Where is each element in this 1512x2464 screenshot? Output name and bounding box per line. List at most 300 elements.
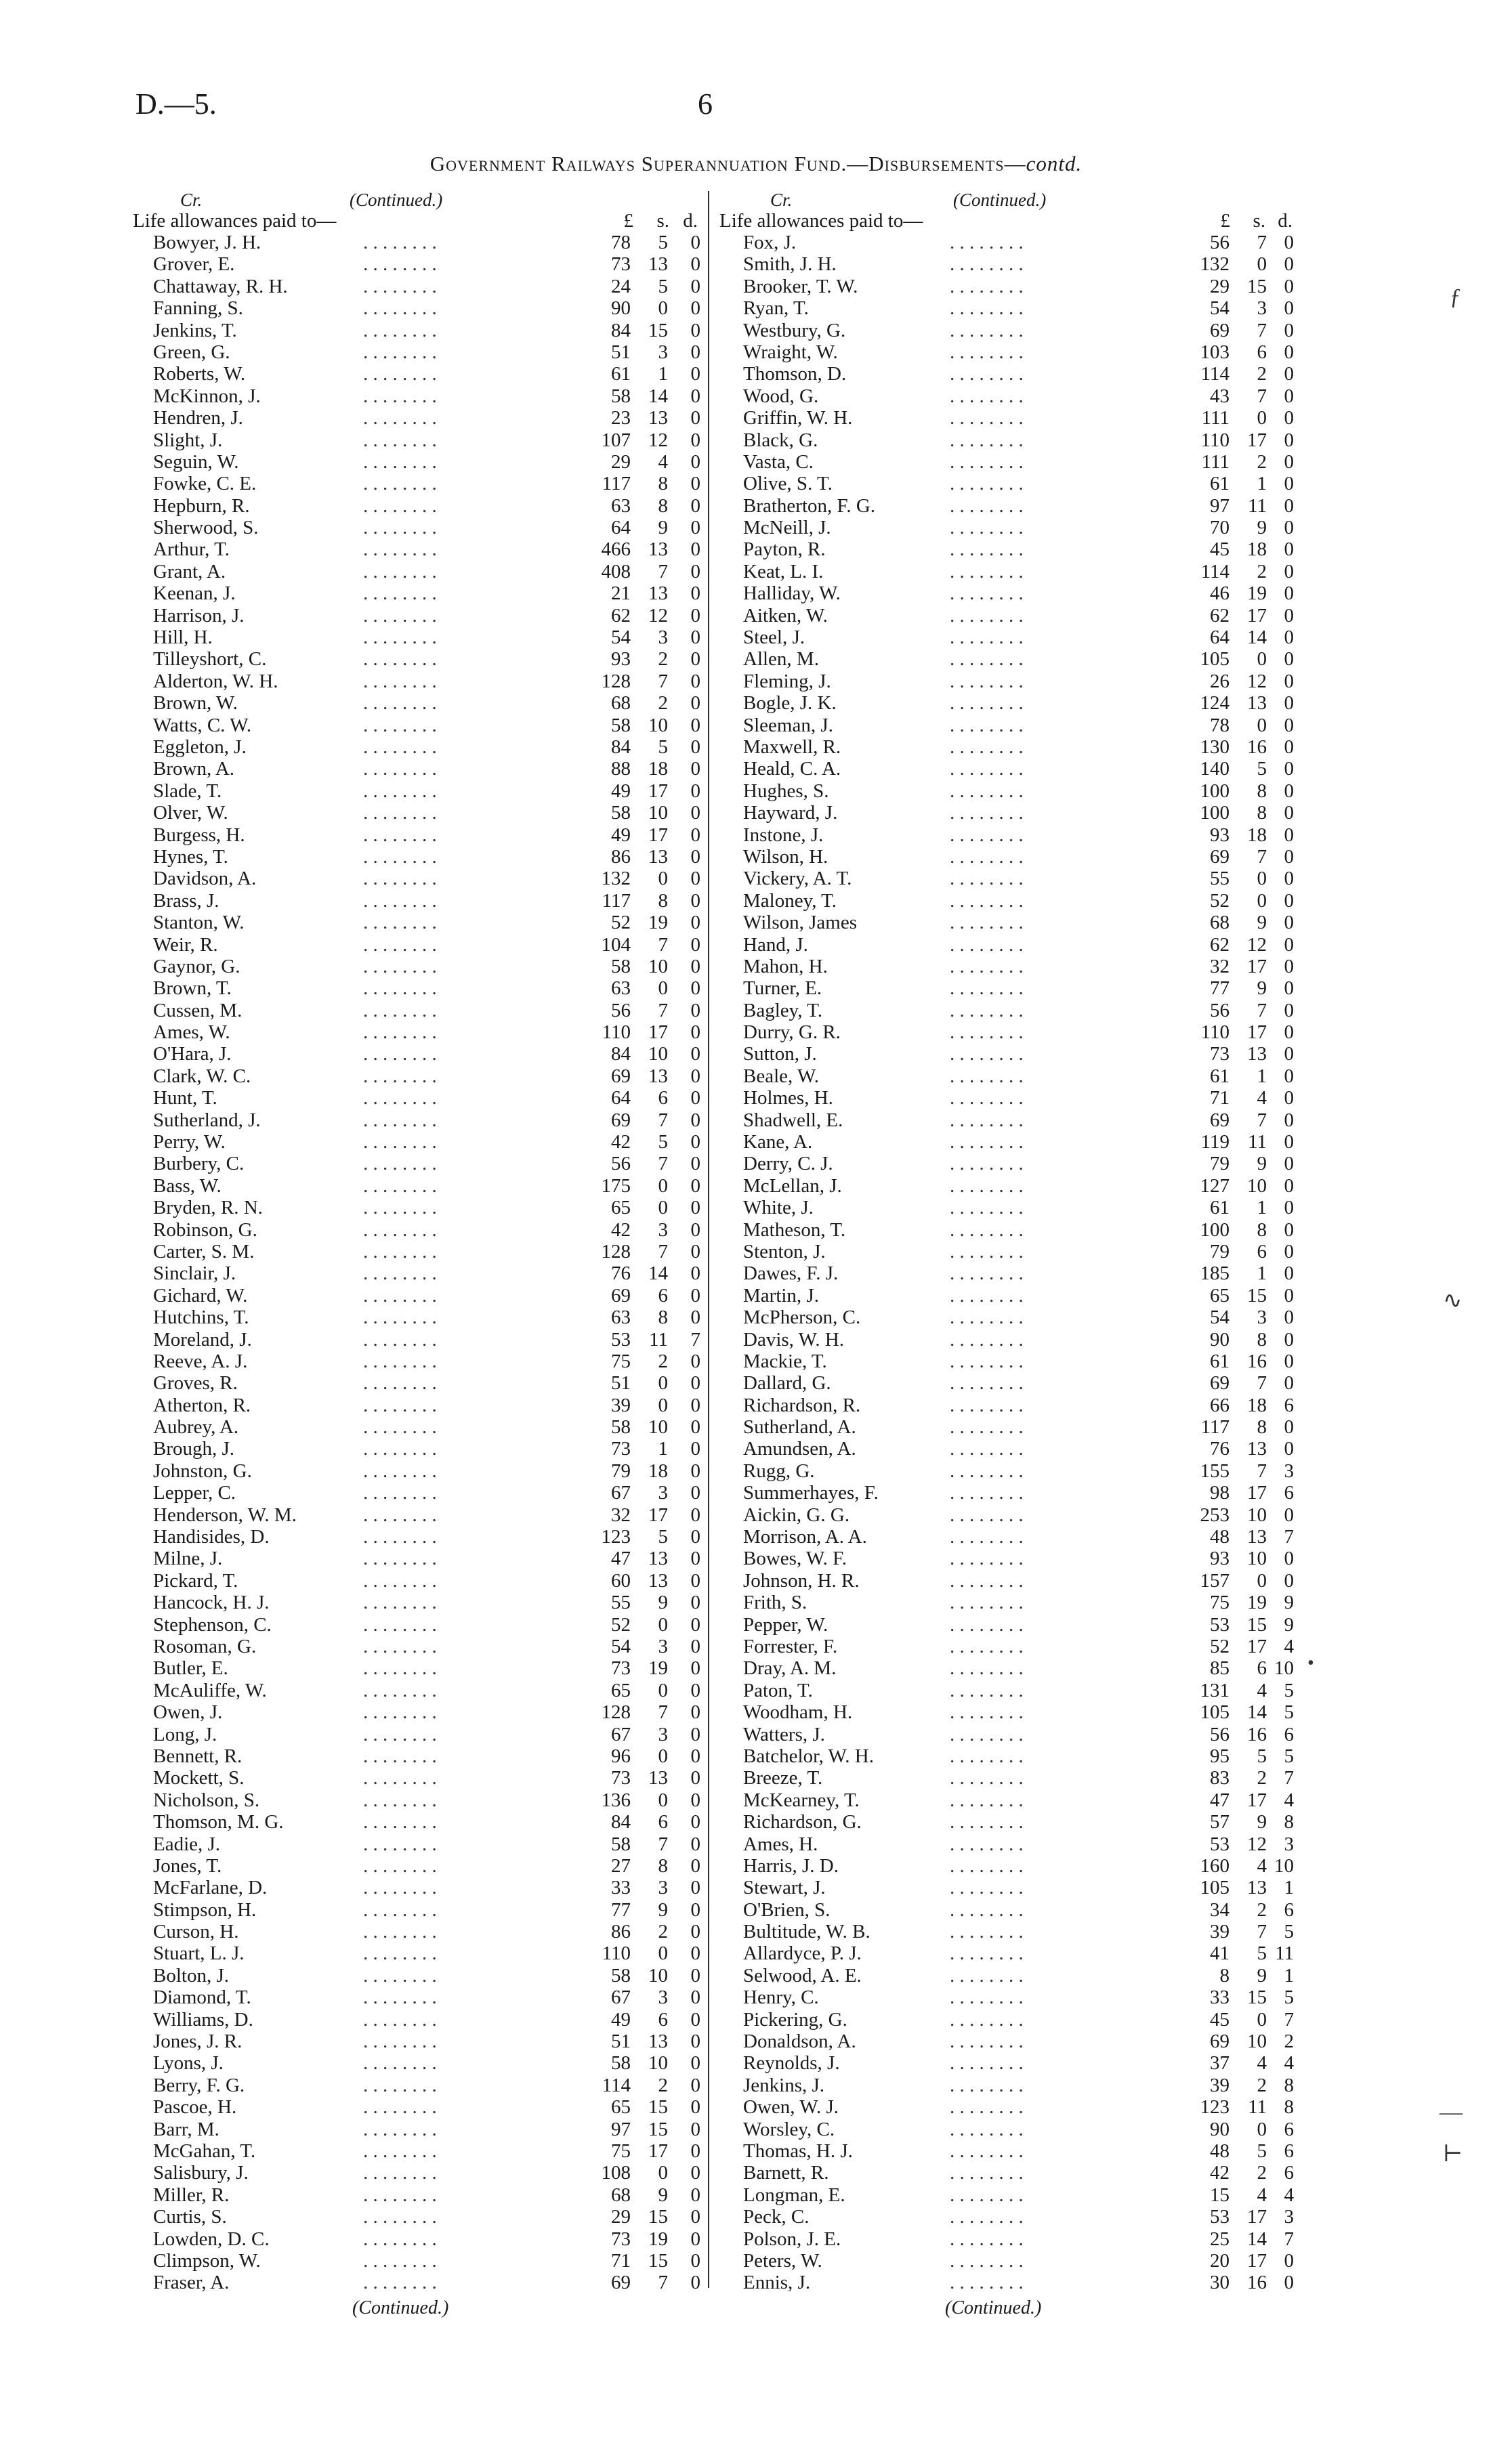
shillings-value: 5 <box>658 736 668 758</box>
leader-dots: . . . . . . . . <box>950 1592 1024 1614</box>
payee-name: Kane, A. <box>743 1131 813 1153</box>
payee-name: Seguin, W. <box>153 450 239 473</box>
payee-name: Curtis, S. <box>153 2206 227 2228</box>
table-row <box>133 1395 702 1416</box>
table-row <box>133 1109 702 1131</box>
table-row <box>719 2096 1294 2118</box>
table-row <box>719 1833 1294 1855</box>
pence-value: 7 <box>1284 2228 1294 2250</box>
shillings-value: 6 <box>1257 341 1267 363</box>
table-row <box>133 1021 702 1043</box>
margin-mark: ƒ <box>1450 284 1461 310</box>
pence-value: 0 <box>690 670 700 692</box>
pounds-value: 73 <box>611 2228 631 2250</box>
pence-value: 0 <box>690 1921 700 1943</box>
payee-name: McKinnon, J. <box>153 385 261 407</box>
pounds-value: 90 <box>1210 2118 1230 2140</box>
payee-name: Jones, J. R. <box>153 2031 243 2053</box>
table-row <box>133 1724 702 1745</box>
leader-dots: . . . . . . . . <box>363 319 437 341</box>
pence-value: 0 <box>690 1307 700 1329</box>
leader-dots: . . . . . . . . <box>363 253 437 276</box>
pence-value: 0 <box>1284 845 1294 868</box>
payee-name: Watts, C. W. <box>153 714 252 736</box>
shillings-value: 18 <box>648 1460 668 1482</box>
shillings-value: 8 <box>658 494 668 517</box>
pounds-value: 73 <box>611 1767 631 1789</box>
payee-name: Sherwood, S. <box>153 517 259 539</box>
pence-value: 0 <box>690 1548 700 1570</box>
shillings-value: 19 <box>1247 1592 1267 1614</box>
table-row <box>133 429 702 451</box>
pence-value: 0 <box>690 582 700 605</box>
pence-value: 7 <box>1284 1526 1294 1548</box>
pence-value: 0 <box>690 2206 700 2228</box>
table-row <box>133 1833 702 1855</box>
pence-value: 0 <box>690 1153 700 1175</box>
payee-name: Heald, C. A. <box>743 758 841 780</box>
pence-value: 0 <box>1284 648 1294 671</box>
shillings-value: 0 <box>1257 648 1267 671</box>
left-cr-label: Cr. <box>180 190 203 210</box>
table-row <box>133 1285 702 1307</box>
shillings-value: 19 <box>1247 582 1267 605</box>
table-row <box>133 692 702 714</box>
pounds-value: 77 <box>1210 977 1230 1000</box>
pounds-value: 71 <box>611 2249 631 2272</box>
leader-dots: . . . . . . . . <box>950 626 1024 649</box>
pounds-value: 110 <box>1200 1021 1230 1044</box>
table-row <box>719 802 1294 824</box>
table-row <box>133 671 702 692</box>
pence-value: 5 <box>1284 1987 1294 2009</box>
leader-dots: . . . . . . . . <box>950 1240 1024 1262</box>
left-pounds-header: £ <box>623 210 633 232</box>
payee-name: Hand, J. <box>743 933 808 956</box>
pounds-value: 83 <box>1210 1767 1230 1789</box>
table-row <box>719 934 1294 956</box>
leader-dots: . . . . . . . . <box>363 1723 437 1745</box>
pounds-value: 55 <box>611 1592 631 1614</box>
shillings-value: 0 <box>1257 889 1267 912</box>
margin-mark: ⊢ <box>1443 2142 1463 2167</box>
shillings-value: 14 <box>648 1262 668 1285</box>
leader-dots: . . . . . . . . <box>363 473 437 495</box>
pence-value: 4 <box>1284 1789 1294 1811</box>
pence-value: 6 <box>1284 2162 1294 2184</box>
leader-dots: . . . . . . . . <box>363 933 437 956</box>
left-cr-line <box>133 190 702 210</box>
pence-value: 0 <box>690 2031 700 2053</box>
table-row <box>719 2009 1294 2031</box>
pence-value: 0 <box>690 1262 700 1285</box>
table-row <box>133 1262 702 1284</box>
pence-value: 0 <box>1284 1087 1294 1109</box>
pence-value: 0 <box>1284 1548 1294 1570</box>
table-row <box>719 1285 1294 1307</box>
payee-name: Ennis, J. <box>743 2272 811 2294</box>
shillings-value: 7 <box>658 670 668 692</box>
shillings-value: 10 <box>648 1043 668 1065</box>
pence-value: 0 <box>690 517 700 539</box>
pence-value: 0 <box>1284 933 1294 956</box>
margin-mark: — <box>1440 2100 1463 2125</box>
table-row <box>719 956 1294 977</box>
payee-name: Eggleton, J. <box>153 736 247 758</box>
payee-name: McAuliffe, W. <box>153 1679 267 1701</box>
table-row <box>133 605 702 626</box>
payee-name: Grant, A. <box>153 560 226 582</box>
leader-dots: . . . . . . . . <box>363 714 437 736</box>
table-row <box>133 1965 702 1987</box>
payee-name: Brough, J. <box>153 1438 235 1460</box>
leader-dots: . . . . . . . . <box>363 912 437 934</box>
pounds-value: 175 <box>601 1174 631 1197</box>
pounds-value: 69 <box>1210 845 1230 868</box>
table-row <box>133 538 702 560</box>
payee-name: Morrison, A. A. <box>743 1526 867 1548</box>
leader-dots: . . . . . . . . <box>950 429 1024 451</box>
pence-value: 0 <box>690 1065 700 1087</box>
leader-dots: . . . . . . . . <box>950 824 1024 846</box>
payee-name: Keenan, J. <box>153 582 236 605</box>
pounds-value: 140 <box>1200 758 1230 780</box>
leader-dots: . . . . . . . . <box>363 2096 437 2119</box>
leader-dots: . . . . . . . . <box>950 1833 1024 1855</box>
shillings-value: 1 <box>1257 1262 1267 1285</box>
payee-name: Milne, J. <box>153 1548 223 1570</box>
shillings-value: 13 <box>1247 1043 1267 1065</box>
pounds-value: 58 <box>611 802 631 824</box>
payee-name: Carter, S. M. <box>153 1240 255 1262</box>
pounds-value: 73 <box>1210 1043 1230 1065</box>
pounds-value: 66 <box>1210 1394 1230 1416</box>
shillings-value: 14 <box>1247 626 1267 649</box>
shillings-value: 4 <box>658 450 668 473</box>
leader-dots: . . . . . . . . <box>950 1898 1024 1921</box>
payee-name: Polson, J. E. <box>743 2228 841 2250</box>
pence-value: 0 <box>1284 714 1294 736</box>
payee-name: Hynes, T. <box>153 845 228 868</box>
pence-value: 0 <box>690 1679 700 1701</box>
pence-value: 6 <box>1284 1394 1294 1416</box>
payee-name: Mockett, S. <box>153 1767 245 1789</box>
leader-dots: . . . . . . . . <box>950 1482 1024 1504</box>
right-continued-footer: (Continued.) <box>945 2297 1042 2318</box>
pounds-value: 25 <box>1210 2228 1230 2250</box>
pence-value: 0 <box>690 385 700 407</box>
pence-value: 0 <box>690 780 700 802</box>
pounds-value: 69 <box>1210 319 1230 341</box>
leader-dots: . . . . . . . . <box>950 889 1024 912</box>
pounds-value: 85 <box>1210 1657 1230 1680</box>
table-row <box>719 1767 1294 1789</box>
pounds-value: 51 <box>611 341 631 363</box>
leader-dots: . . . . . . . . <box>363 824 437 846</box>
pounds-value: 90 <box>1210 1328 1230 1351</box>
leader-dots: . . . . . . . . <box>363 1021 437 1044</box>
shillings-value: 17 <box>1247 2249 1267 2272</box>
shillings-value: 7 <box>658 1833 668 1855</box>
leader-dots: . . . . . . . . <box>363 2052 437 2075</box>
pounds-value: 58 <box>611 955 631 977</box>
pence-value: 0 <box>1284 429 1294 451</box>
payee-name: Harrison, J. <box>153 604 245 626</box>
table-row <box>719 626 1294 648</box>
pence-value: 2 <box>1284 2031 1294 2053</box>
table-row <box>719 1416 1294 1438</box>
pence-value: 6 <box>1284 2118 1294 2140</box>
pounds-value: 98 <box>1210 1482 1230 1504</box>
table-row <box>719 1724 1294 1745</box>
pence-value: 0 <box>690 473 700 495</box>
payee-name: Thomas, H. J. <box>743 2140 853 2162</box>
payee-name: Derry, C. J. <box>743 1153 833 1175</box>
table-row <box>133 1592 702 1613</box>
shillings-value: 18 <box>648 758 668 780</box>
leader-dots: . . . . . . . . <box>363 560 437 582</box>
pounds-value: 69 <box>611 1284 631 1307</box>
leader-dots: . . . . . . . . <box>950 1218 1024 1241</box>
leader-dots: . . . . . . . . <box>950 363 1024 385</box>
pence-value: 0 <box>1284 692 1294 715</box>
pence-value: 0 <box>1284 1262 1294 1285</box>
payee-name: Shadwell, E. <box>743 1109 843 1131</box>
pence-value: 0 <box>1284 1131 1294 1153</box>
leader-dots: . . . . . . . . <box>363 2162 437 2184</box>
pounds-value: 29 <box>611 2206 631 2228</box>
payee-name: Williams, D. <box>153 2008 253 2031</box>
pounds-value: 95 <box>1210 1745 1230 1767</box>
table-row <box>719 605 1294 626</box>
leader-dots: . . . . . . . . <box>363 1987 437 2009</box>
table-row <box>133 232 702 253</box>
shillings-value: 13 <box>648 1767 668 1789</box>
table-row <box>133 495 702 517</box>
payee-name: Maloney, T. <box>743 889 837 912</box>
leader-dots: . . . . . . . . <box>950 2074 1024 2096</box>
table-row <box>133 1482 702 1504</box>
pounds-value: 62 <box>611 604 631 626</box>
table-row <box>719 1899 1294 1921</box>
payee-name: McPherson, C. <box>743 1307 861 1329</box>
shillings-value: 18 <box>1247 538 1267 561</box>
shillings-value: 7 <box>658 1701 668 1724</box>
shillings-value: 3 <box>658 1723 668 1745</box>
shillings-value: 9 <box>1257 977 1267 1000</box>
pounds-value: 70 <box>1210 517 1230 539</box>
pence-value: 4 <box>1284 2052 1294 2075</box>
table-row <box>133 1855 702 1877</box>
payee-name: Butler, E. <box>153 1657 228 1680</box>
pence-value: 0 <box>690 2074 700 2096</box>
pence-value: 0 <box>1284 626 1294 649</box>
shillings-value: 11 <box>649 1328 668 1351</box>
table-row <box>719 385 1294 407</box>
pence-value: 0 <box>1284 1284 1294 1307</box>
shillings-value: 9 <box>658 517 668 539</box>
table-row <box>719 297 1294 319</box>
payee-name: Reynolds, J. <box>743 2052 840 2075</box>
payee-name: Owen, J. <box>153 1701 223 1724</box>
pence-value: 0 <box>690 1833 700 1855</box>
shillings-value: 3 <box>658 626 668 649</box>
payee-name: Dray, A. M. <box>743 1657 837 1680</box>
table-row <box>719 977 1294 999</box>
table-row <box>133 890 702 912</box>
table-row <box>719 1636 1294 1657</box>
pence-value: 0 <box>1284 2249 1294 2272</box>
leader-dots: . . . . . . . . <box>950 648 1024 671</box>
leader-dots: . . . . . . . . <box>363 1504 437 1526</box>
shillings-value: 2 <box>658 2074 668 2096</box>
pounds-value: 124 <box>1200 692 1230 715</box>
leader-dots: . . . . . . . . <box>950 999 1024 1021</box>
table-row <box>719 1197 1294 1218</box>
table-row <box>133 780 702 802</box>
table-row <box>133 1680 702 1701</box>
shillings-value: 17 <box>1247 604 1267 626</box>
shillings-value: 9 <box>1257 1811 1267 1833</box>
payee-name: Peck, C. <box>743 2206 810 2228</box>
table-row <box>719 320 1294 341</box>
pounds-value: 119 <box>1200 1131 1230 1153</box>
pounds-value: 62 <box>1210 933 1230 956</box>
payee-name: Robinson, G. <box>153 1218 257 1241</box>
table-row <box>133 1351 702 1372</box>
leader-dots: . . . . . . . . <box>950 1109 1024 1131</box>
shillings-value: 0 <box>1257 868 1267 890</box>
shillings-value: 0 <box>1257 714 1267 736</box>
table-row <box>719 232 1294 253</box>
payee-name: Bennett, R. <box>153 1745 243 1767</box>
payee-name: White, J. <box>743 1197 814 1219</box>
shillings-value: 2 <box>1257 1767 1267 1789</box>
pence-value: 0 <box>690 1021 700 1044</box>
pounds-value: 58 <box>611 714 631 736</box>
shillings-value: 0 <box>658 2162 668 2184</box>
payee-name: Barr, M. <box>153 2118 219 2140</box>
shillings-value: 13 <box>648 845 668 868</box>
pence-value: 9 <box>1284 1592 1294 1614</box>
payee-name: McFarlane, D. <box>153 1877 268 1899</box>
payee-name: Sleeman, J. <box>743 714 833 736</box>
payee-name: Martin, J. <box>743 1284 819 1307</box>
leader-dots: . . . . . . . . <box>950 538 1024 561</box>
pence-value: 0 <box>690 1657 700 1680</box>
table-row <box>133 1438 702 1460</box>
shillings-value: 3 <box>658 1636 668 1657</box>
leader-dots: . . . . . . . . <box>363 1833 437 1855</box>
pounds-value: 58 <box>611 385 631 407</box>
pence-value: 10 <box>1274 1657 1294 1680</box>
pence-value: 0 <box>1284 450 1294 473</box>
pence-value: 0 <box>690 2008 700 2031</box>
leader-dots: . . . . . . . . <box>950 473 1024 495</box>
shillings-value: 10 <box>1247 1504 1267 1526</box>
payee-name: Hutchins, T. <box>153 1307 249 1329</box>
page-title <box>0 152 1512 176</box>
pence-value: 0 <box>690 1131 700 1153</box>
shillings-value: 2 <box>1257 1898 1267 1921</box>
table-row <box>719 2184 1294 2206</box>
payee-name: Fowke, C. E. <box>153 473 257 495</box>
payee-name: Gaynor, G. <box>153 955 240 977</box>
left-rows <box>133 232 702 2294</box>
payee-name: Fraser, A. <box>153 2272 230 2294</box>
shillings-value: 3 <box>658 1482 668 1504</box>
pounds-value: 110 <box>602 1021 631 1044</box>
shillings-value: 13 <box>1247 1526 1267 1548</box>
shillings-value: 15 <box>1247 1987 1267 2009</box>
pounds-value: 108 <box>601 2162 631 2184</box>
right-continued-label: (Continued.) <box>953 190 1047 210</box>
leader-dots: . . . . . . . . <box>950 1767 1024 1789</box>
payee-name: Thomson, M. G. <box>153 1811 284 1833</box>
payee-name: Brown, W. <box>153 692 238 715</box>
pounds-value: 42 <box>611 1218 631 1241</box>
leader-dots: . . . . . . . . <box>363 1328 437 1351</box>
table-row <box>133 1372 702 1394</box>
shillings-value: 7 <box>1257 319 1267 341</box>
pence-value: 0 <box>1284 253 1294 276</box>
payee-name: McLellan, J. <box>743 1174 842 1197</box>
pence-value: 0 <box>1284 758 1294 780</box>
table-row <box>719 2052 1294 2074</box>
pounds-value: 65 <box>611 1197 631 1219</box>
table-row <box>719 276 1294 297</box>
table-row <box>133 2031 702 2052</box>
shillings-value: 7 <box>1257 1921 1267 1943</box>
table-row <box>719 2206 1294 2228</box>
payee-name: Bryden, R. N. <box>153 1197 263 1219</box>
pence-value: 1 <box>1284 1964 1294 1987</box>
pence-value: 0 <box>1284 1043 1294 1065</box>
pence-value: 0 <box>690 2096 700 2119</box>
payee-name: Wilson, H. <box>743 845 828 868</box>
pounds-value: 24 <box>611 275 631 297</box>
table-row <box>719 1942 1294 1964</box>
leader-dots: . . . . . . . . <box>950 1657 1024 1680</box>
leader-dots: . . . . . . . . <box>363 1350 437 1372</box>
pence-value: 0 <box>690 2249 700 2272</box>
pence-value: 0 <box>1284 999 1294 1021</box>
pence-value: 0 <box>1284 1065 1294 1087</box>
table-row <box>719 1153 1294 1174</box>
table-row <box>133 824 702 846</box>
table-row <box>133 341 702 363</box>
payee-name: Hughes, S. <box>743 780 829 802</box>
payee-name: Burbery, C. <box>153 1153 245 1175</box>
pounds-value: 63 <box>611 494 631 517</box>
page-number: 6 <box>698 87 713 121</box>
table-row <box>133 1921 702 1942</box>
pounds-value: 46 <box>1210 582 1230 605</box>
payee-name: Clark, W. C. <box>153 1065 251 1087</box>
pence-value: 0 <box>1284 604 1294 626</box>
leader-dots: . . . . . . . . <box>950 1460 1024 1482</box>
table-row <box>133 715 702 736</box>
pounds-value: 73 <box>611 253 631 276</box>
leader-dots: . . . . . . . . <box>363 385 437 407</box>
shillings-value: 0 <box>658 1789 668 1811</box>
leader-dots: . . . . . . . . <box>363 1438 437 1460</box>
shillings-value: 13 <box>648 1569 668 1592</box>
table-row <box>133 2184 702 2206</box>
shillings-value: 3 <box>1257 297 1267 320</box>
left-continued-footer: (Continued.) <box>352 2297 449 2318</box>
pounds-value: 53 <box>611 1328 631 1351</box>
